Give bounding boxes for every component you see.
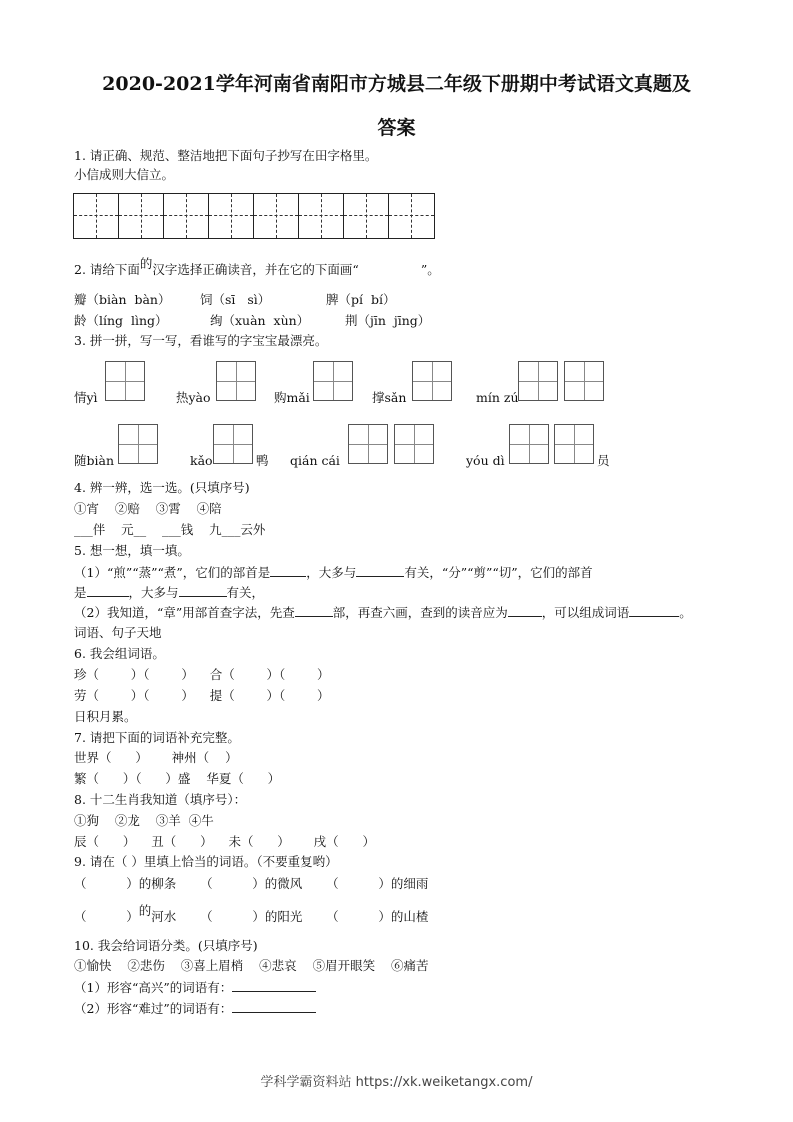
q9-row: （ ）的柳条 （ ）的微风 （ ）的细雨 [74, 876, 429, 891]
tianzige-cell[interactable] [254, 194, 299, 238]
q6-prompt: 6. 我会组词语。 [74, 646, 165, 661]
q5-prompt: 5. 想一想，填一填。 [74, 543, 190, 558]
q3-pinyin: 撑sǎn [372, 390, 407, 405]
q1-prompt: 1. 请正确、规范、整洁地把下面句子抄写在田字格里。 [74, 148, 378, 163]
page-title-line2: 答案 [377, 117, 416, 139]
q3-pinyin: 随biàn [74, 453, 115, 468]
q3-pinyin: 情yì [74, 390, 98, 405]
q6-row: 劳（ ）（ ） 提（ ）（ ） [74, 688, 330, 703]
q2-item: 绚（xuàn xùn） [210, 313, 310, 328]
q1-tianzige-grid[interactable] [73, 193, 435, 239]
q3-write-box[interactable] [412, 361, 452, 401]
q8-row: 辰（ ） 丑（ ） 未（ ） 戌（ ） [74, 834, 375, 849]
tianzige-cell[interactable] [209, 194, 254, 238]
answer-blank[interactable] [629, 604, 679, 617]
section-heading: 词语、句子天地 [74, 625, 162, 640]
q3-pinyin: qián cái [290, 453, 340, 468]
q3-pinyin: mín zú [476, 390, 519, 405]
q3-write-box[interactable] [509, 424, 549, 464]
q2-item: 脾（pí bí） [326, 292, 396, 307]
q3-write-box[interactable] [216, 361, 256, 401]
q1-sentence: 小信成则大信立。 [74, 167, 175, 182]
q10-options: ①愉快 ②悲伤 ③喜上眉梢 ④悲哀 ⑤眉开眼笑 ⑥痛苦 [74, 958, 429, 973]
page-title: 2020-2021学年河南省南阳市方城县二年级下册期中考试语文真题及 [102, 73, 691, 95]
q5-line2: 是 ，大多与 有关， [74, 585, 265, 600]
q8-prompt: 8. 十二生肖我知道（填序号）： [74, 792, 247, 807]
answer-blank[interactable] [232, 979, 316, 992]
tianzige-cell[interactable] [119, 194, 164, 238]
q3-write-box[interactable] [348, 424, 388, 464]
q4-fill: ___伴 元__ ___钱 九___云外 [74, 522, 266, 537]
q5-line3: （2）我知道，“章”用部首查字法，先查 部，再查六画，查到的读音应为 ，可以组成词语 。 [74, 605, 692, 620]
q3-write-box[interactable] [554, 424, 594, 464]
tianzige-cell[interactable] [299, 194, 344, 238]
footer-watermark: 学科学霸资料站 https://xk.weiketangx.com/ [260, 1075, 533, 1090]
section-heading: 日积月累。 [74, 709, 137, 724]
q2-item: 龄（líng lìng） [74, 313, 168, 328]
q3-char: 员 [597, 453, 610, 468]
q4-options: ①宵 ②赔 ③霄 ④陪 [74, 501, 222, 516]
q7-prompt: 7. 请把下面的词语补充完整。 [74, 730, 240, 745]
q5-line1: （1）“煎”“蒸”“煮”，它们的部首是 ，大多与 有关，“分”“剪”“切”，它们的部首 [74, 565, 593, 580]
answer-blank[interactable] [356, 564, 404, 577]
tianzige-cell[interactable] [389, 194, 434, 238]
q9-prompt: 9. 请在（ ）里填上恰当的词语。（不要重复哟） [74, 854, 338, 869]
q3-char: 鸭 [256, 453, 269, 468]
q3-pinyin: kǎo [190, 453, 213, 468]
answer-blank[interactable] [179, 584, 227, 597]
q4-prompt: 4. 辨一辨，选一选。(只填序号) [74, 480, 250, 495]
answer-blank[interactable] [232, 1000, 316, 1013]
answer-blank[interactable] [508, 604, 542, 617]
q7-row: 繁（ ）（ ）盛 华夏（ ） [74, 771, 281, 786]
tianzige-cell[interactable] [344, 194, 389, 238]
q3-write-box[interactable] [105, 361, 145, 401]
q2-item: 荆（jīn jīng） [345, 313, 431, 328]
q2-prompt: 2. 请给下面的汉字选择正确读音，并在它的下面画“ ”。 [74, 256, 440, 277]
q6-row: 珍（ ）（ ） 合（ ）（ ） [74, 667, 330, 682]
q2-item: 瓣（biàn bàn） [74, 292, 171, 307]
q3-write-box[interactable] [394, 424, 434, 464]
q3-write-box[interactable] [564, 361, 604, 401]
answer-blank[interactable] [270, 564, 306, 577]
q3-pinyin: 热yào [176, 390, 211, 405]
answer-blank[interactable] [295, 604, 333, 617]
q7-row: 世界（ ） 神州（ ） [74, 750, 238, 765]
q9-row: （ ）的河水 （ ）的阳光 （ ）的山楂 [74, 903, 429, 924]
q3-write-box[interactable] [118, 424, 158, 464]
q8-options: ①狗 ②龙 ③羊 ④牛 [74, 813, 214, 828]
tianzige-cell[interactable] [164, 194, 209, 238]
q3-prompt: 3. 拼一拼，写一写，看谁写的字宝宝最漂亮。 [74, 333, 328, 348]
q10-line2: （2）形容“难过”的词语有： [74, 1000, 316, 1017]
q10-line1: （1）形容“高兴”的词语有： [74, 979, 316, 996]
tianzige-cell[interactable] [74, 194, 119, 238]
q3-write-box[interactable] [213, 424, 253, 464]
q3-pinyin: 购mǎi [274, 390, 310, 405]
q3-write-box[interactable] [313, 361, 353, 401]
answer-blank[interactable] [87, 584, 129, 597]
q2-item: 饲（sī sì） [200, 292, 271, 307]
q10-prompt: 10. 我会给词语分类。(只填序号) [74, 938, 258, 953]
q3-write-box[interactable] [518, 361, 558, 401]
q3-pinyin: yóu dì [466, 453, 505, 468]
